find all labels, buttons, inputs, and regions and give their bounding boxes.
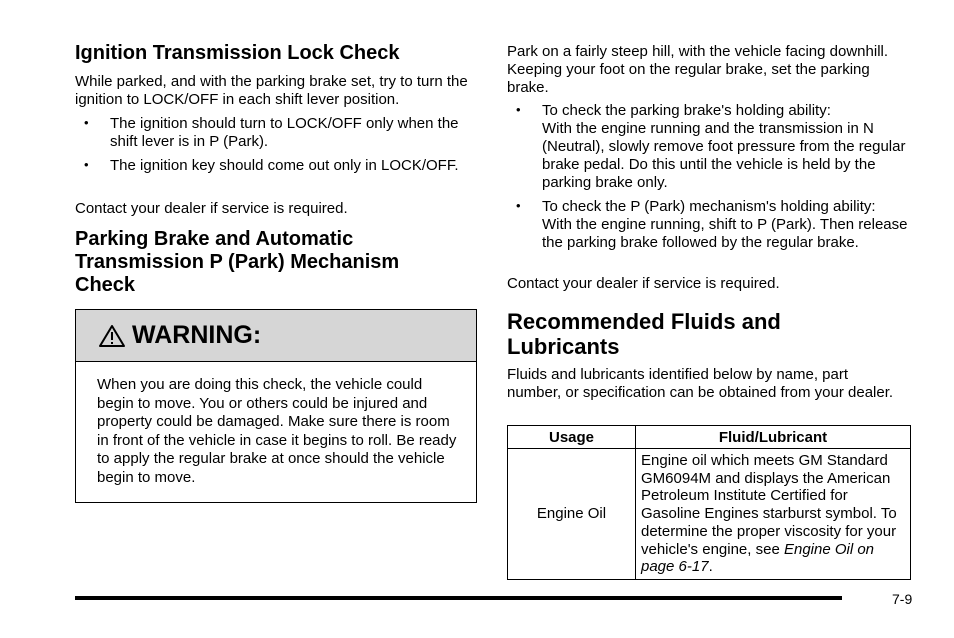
bullet-icon: • (84, 115, 89, 130)
cell-fluid: Engine oil which meets GM Standard GM6094M and displays the American Petroleum Institute Certified for Gasoline Engines starburst symbol. To determine the proper viscosity for your vehicle's engine, see Engine Oil on page 6-17. (636, 449, 911, 580)
warning-body: When you are doing this check, the vehicle could begin to move. You or others could be injured and property could be damaged. Make sure there is room in front of the vehicle in case it begins to roll. Be ready to apply the regular brake at once should the vehicle begin to move. (97, 376, 457, 486)
cell-usage: Engine Oil (508, 449, 636, 580)
list-item: • To check the P (Park) mechanism's holding ability: With the engine running, shift to P (Park). Then release the parking brake followed by the regular brake. (516, 198, 908, 251)
column-header-fluid: Fluid/Lubricant (636, 426, 911, 449)
parking-intro: Park on a fairly steep hill, with the vehicle facing downhill. Keeping your foot on the regular brake, set the parking brake. (507, 43, 889, 96)
heading-recommended-fluids: Recommended Fluids and Lubricants (507, 309, 781, 359)
list-item: • The ignition should turn to LOCK/OFF only when the shift lever is in P (Park). (84, 115, 459, 150)
footer-rule (75, 596, 842, 600)
warning-header (76, 310, 476, 362)
bullet-icon: • (516, 198, 521, 213)
ignition-contact-note: Contact your dealer if service is required. (75, 200, 348, 217)
table-row (508, 449, 911, 580)
column-header-usage: Usage (508, 426, 636, 449)
table-header-row (508, 426, 911, 449)
page-number: 7-9 (892, 591, 913, 607)
fluids-table (507, 425, 911, 580)
warning-box (75, 309, 477, 503)
ignition-bullet-list (75, 115, 477, 175)
parking-contact-note: Contact your dealer if service is required. (507, 275, 780, 292)
bullet-icon: • (516, 102, 521, 117)
heading-ignition-lock-check: Ignition Transmission Lock Check (75, 42, 400, 64)
engine-oil-reference-link[interactable]: Engine Oil on page 6-17 (641, 540, 875, 576)
warning-label: WARNING: (132, 321, 262, 349)
list-item: • The ignition key should come out only in LOCK/OFF. (84, 157, 459, 174)
bullet-icon: • (84, 157, 89, 172)
fluids-intro: Fluids and lubricants identified below by name, part number, or specification can be obtained from your dealer. (507, 366, 894, 401)
warning-triangle-icon (98, 324, 126, 348)
ignition-intro: While parked, and with the parking brake set, try to turn the ignition to LOCK/OFF in each shift lever position. (75, 73, 468, 108)
parking-bullet-list (507, 102, 911, 252)
heading-parking-brake-check: Parking Brake and Automatic Transmission P (Park) Mechanism Check (75, 228, 400, 296)
list-item: • To check the parking brake's holding ability: With the engine running and the transmission in N (Neutral), slowly remove foot pressure from the regular brake pedal. Do this until the vehicle is held by the parking brake only. (516, 102, 906, 191)
